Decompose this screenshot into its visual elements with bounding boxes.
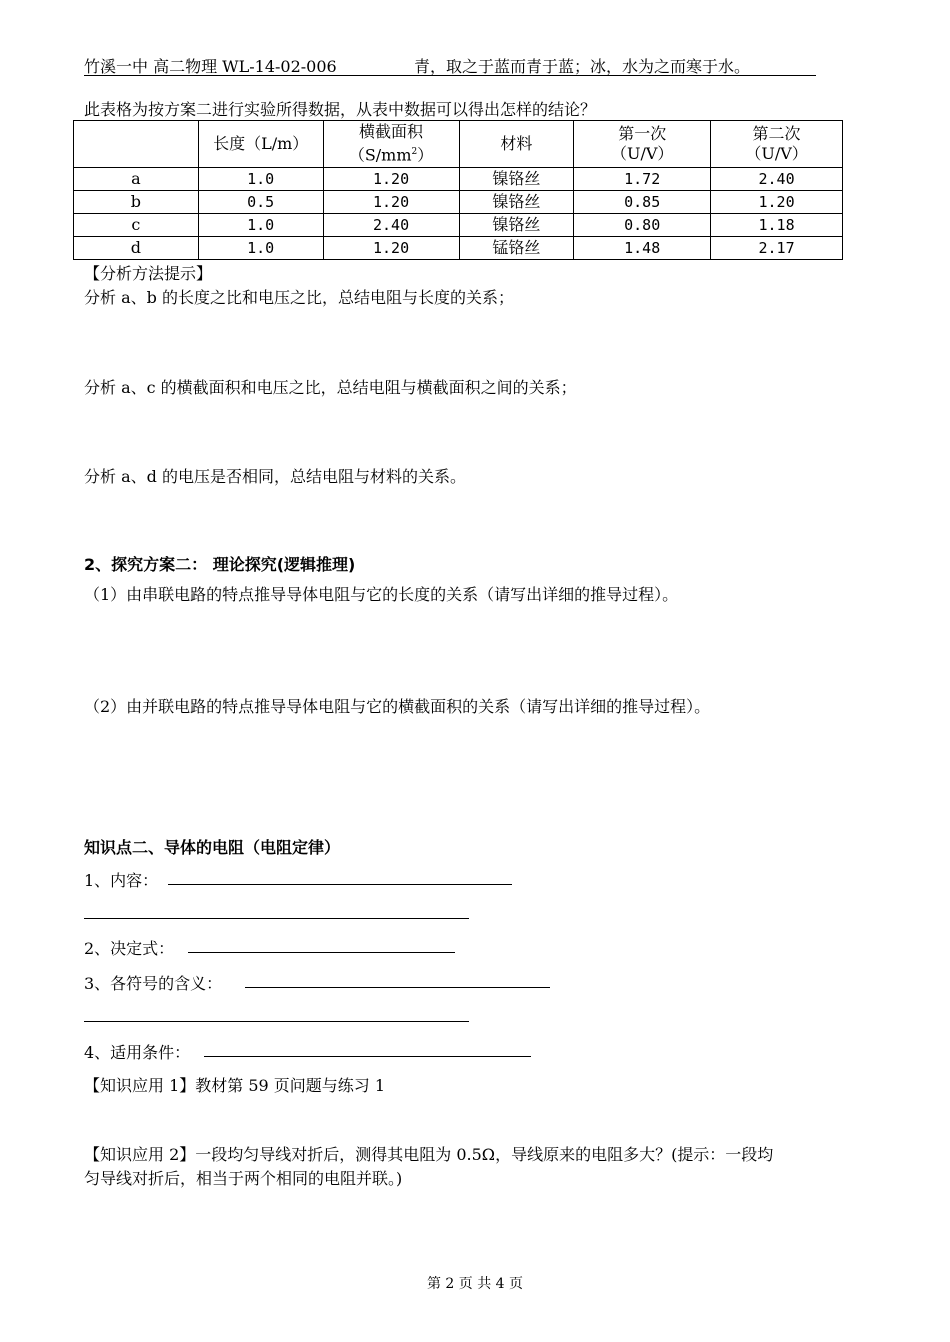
header-cell-length: 长度（L/m） [198, 121, 323, 168]
cell-first: 0.80 [574, 214, 711, 237]
plan2-question-1: （1）由串联电路的特点推导导体电阻与它的长度的关系（请写出详细的推导过程）。 [84, 585, 679, 604]
cell-length: 1.0 [198, 214, 323, 237]
cell-first: 1.72 [574, 168, 711, 191]
item-content-label: 1、内容： [84, 871, 159, 890]
table-question: 此表格为按方案二进行实验所得数据，从表中数据可以得出怎样的结论？ [84, 100, 597, 119]
page-header [84, 54, 816, 76]
formula-blank-line[interactable] [188, 952, 455, 953]
application-1: 【知识应用 1】教材第 59 页问题与练习 1 [84, 1076, 386, 1095]
item-symbols-label: 3、各符号的含义： [84, 974, 223, 993]
cell-material: 镍铬丝 [459, 168, 574, 191]
cell-length: 1.0 [198, 168, 323, 191]
content-blank-line-2[interactable] [84, 918, 469, 919]
symbols-blank-line-2[interactable] [84, 1021, 469, 1022]
table-row [74, 191, 843, 214]
hint-area: 分析 a、c 的横截面积和电压之比，总结电阻与横截面积之间的关系； [84, 378, 577, 397]
cell-second: 1.18 [711, 214, 843, 237]
application-2-line-1: 【知识应用 2】一段均匀导线对折后，测得其电阻为 0.5Ω，导线原来的电阻多大？(提示：一段均 [84, 1145, 774, 1164]
cell-sample: d [74, 237, 199, 260]
conditions-blank-line[interactable] [204, 1056, 531, 1057]
hint-length: 分析 a、b 的长度之比和电压之比，总结电阻与长度的关系； [84, 288, 514, 307]
knowledge-item-formula [84, 936, 174, 959]
cell-sample: b [74, 191, 199, 214]
cell-second: 2.40 [711, 168, 843, 191]
header-school-course: 竹溪一中 高二物理 WL-14-02-006 [84, 57, 337, 76]
header-cell-sample [74, 121, 199, 168]
hint-material: 分析 a、d 的电压是否相同，总结电阻与材料的关系。 [84, 467, 466, 486]
cell-area: 1.20 [323, 168, 459, 191]
cell-first: 1.48 [574, 237, 711, 260]
experiment-data-table [73, 120, 843, 260]
cell-material: 镍铬丝 [459, 191, 574, 214]
hint-title: 【分析方法提示】 [84, 264, 213, 283]
plan2-question-2: （2）由并联电路的特点推导导体电阻与它的横截面积的关系（请写出详细的推导过程）。 [84, 697, 711, 716]
table-row [74, 214, 843, 237]
knowledge-item-content [84, 868, 158, 891]
table-row [74, 168, 843, 191]
header-motto: 青，取之于蓝而青于蓝；冰，水为之而寒于水。 [414, 57, 751, 76]
cell-area: 2.40 [323, 214, 459, 237]
cell-sample: a [74, 168, 199, 191]
item-conditions-label: 4、适用条件： [84, 1043, 191, 1062]
plan2-title: 2、探究方案二： 理论探究(逻辑推理) [84, 555, 356, 574]
cell-material: 锰铬丝 [459, 237, 574, 260]
cell-material: 镍铬丝 [459, 214, 574, 237]
application-2-line-2: 匀导线对折后，相当于两个相同的电阻并联。) [84, 1169, 403, 1188]
header-cell-second: 第二次 （U/V） [711, 121, 843, 168]
cell-first: 0.85 [574, 191, 711, 214]
cell-sample: c [74, 214, 199, 237]
cell-area: 1.20 [323, 191, 459, 214]
item-formula-label: 2、决定式： [84, 939, 175, 958]
table-header-row [74, 121, 843, 168]
knowledge-item-conditions [84, 1040, 190, 1063]
symbols-blank-line[interactable] [245, 987, 550, 988]
cell-second: 1.20 [711, 191, 843, 214]
table-row [74, 237, 843, 260]
knowledge-item-symbols [84, 971, 222, 994]
page-footer: 第 2 页 共 4 页 [426, 1276, 524, 1292]
header-cell-material: 材料 [459, 121, 574, 168]
knowledge-title: 知识点二、导体的电阻（电阻定律） [84, 838, 341, 857]
cell-area: 1.20 [323, 237, 459, 260]
content-blank-line[interactable] [168, 884, 512, 885]
cell-second: 2.17 [711, 237, 843, 260]
cell-length: 1.0 [198, 237, 323, 260]
header-cell-area: 横截面积 $(S/mm^2)$ [323, 121, 459, 168]
header-cell-first: 第一次 （U/V） [574, 121, 711, 168]
cell-length: 0.5 [198, 191, 323, 214]
